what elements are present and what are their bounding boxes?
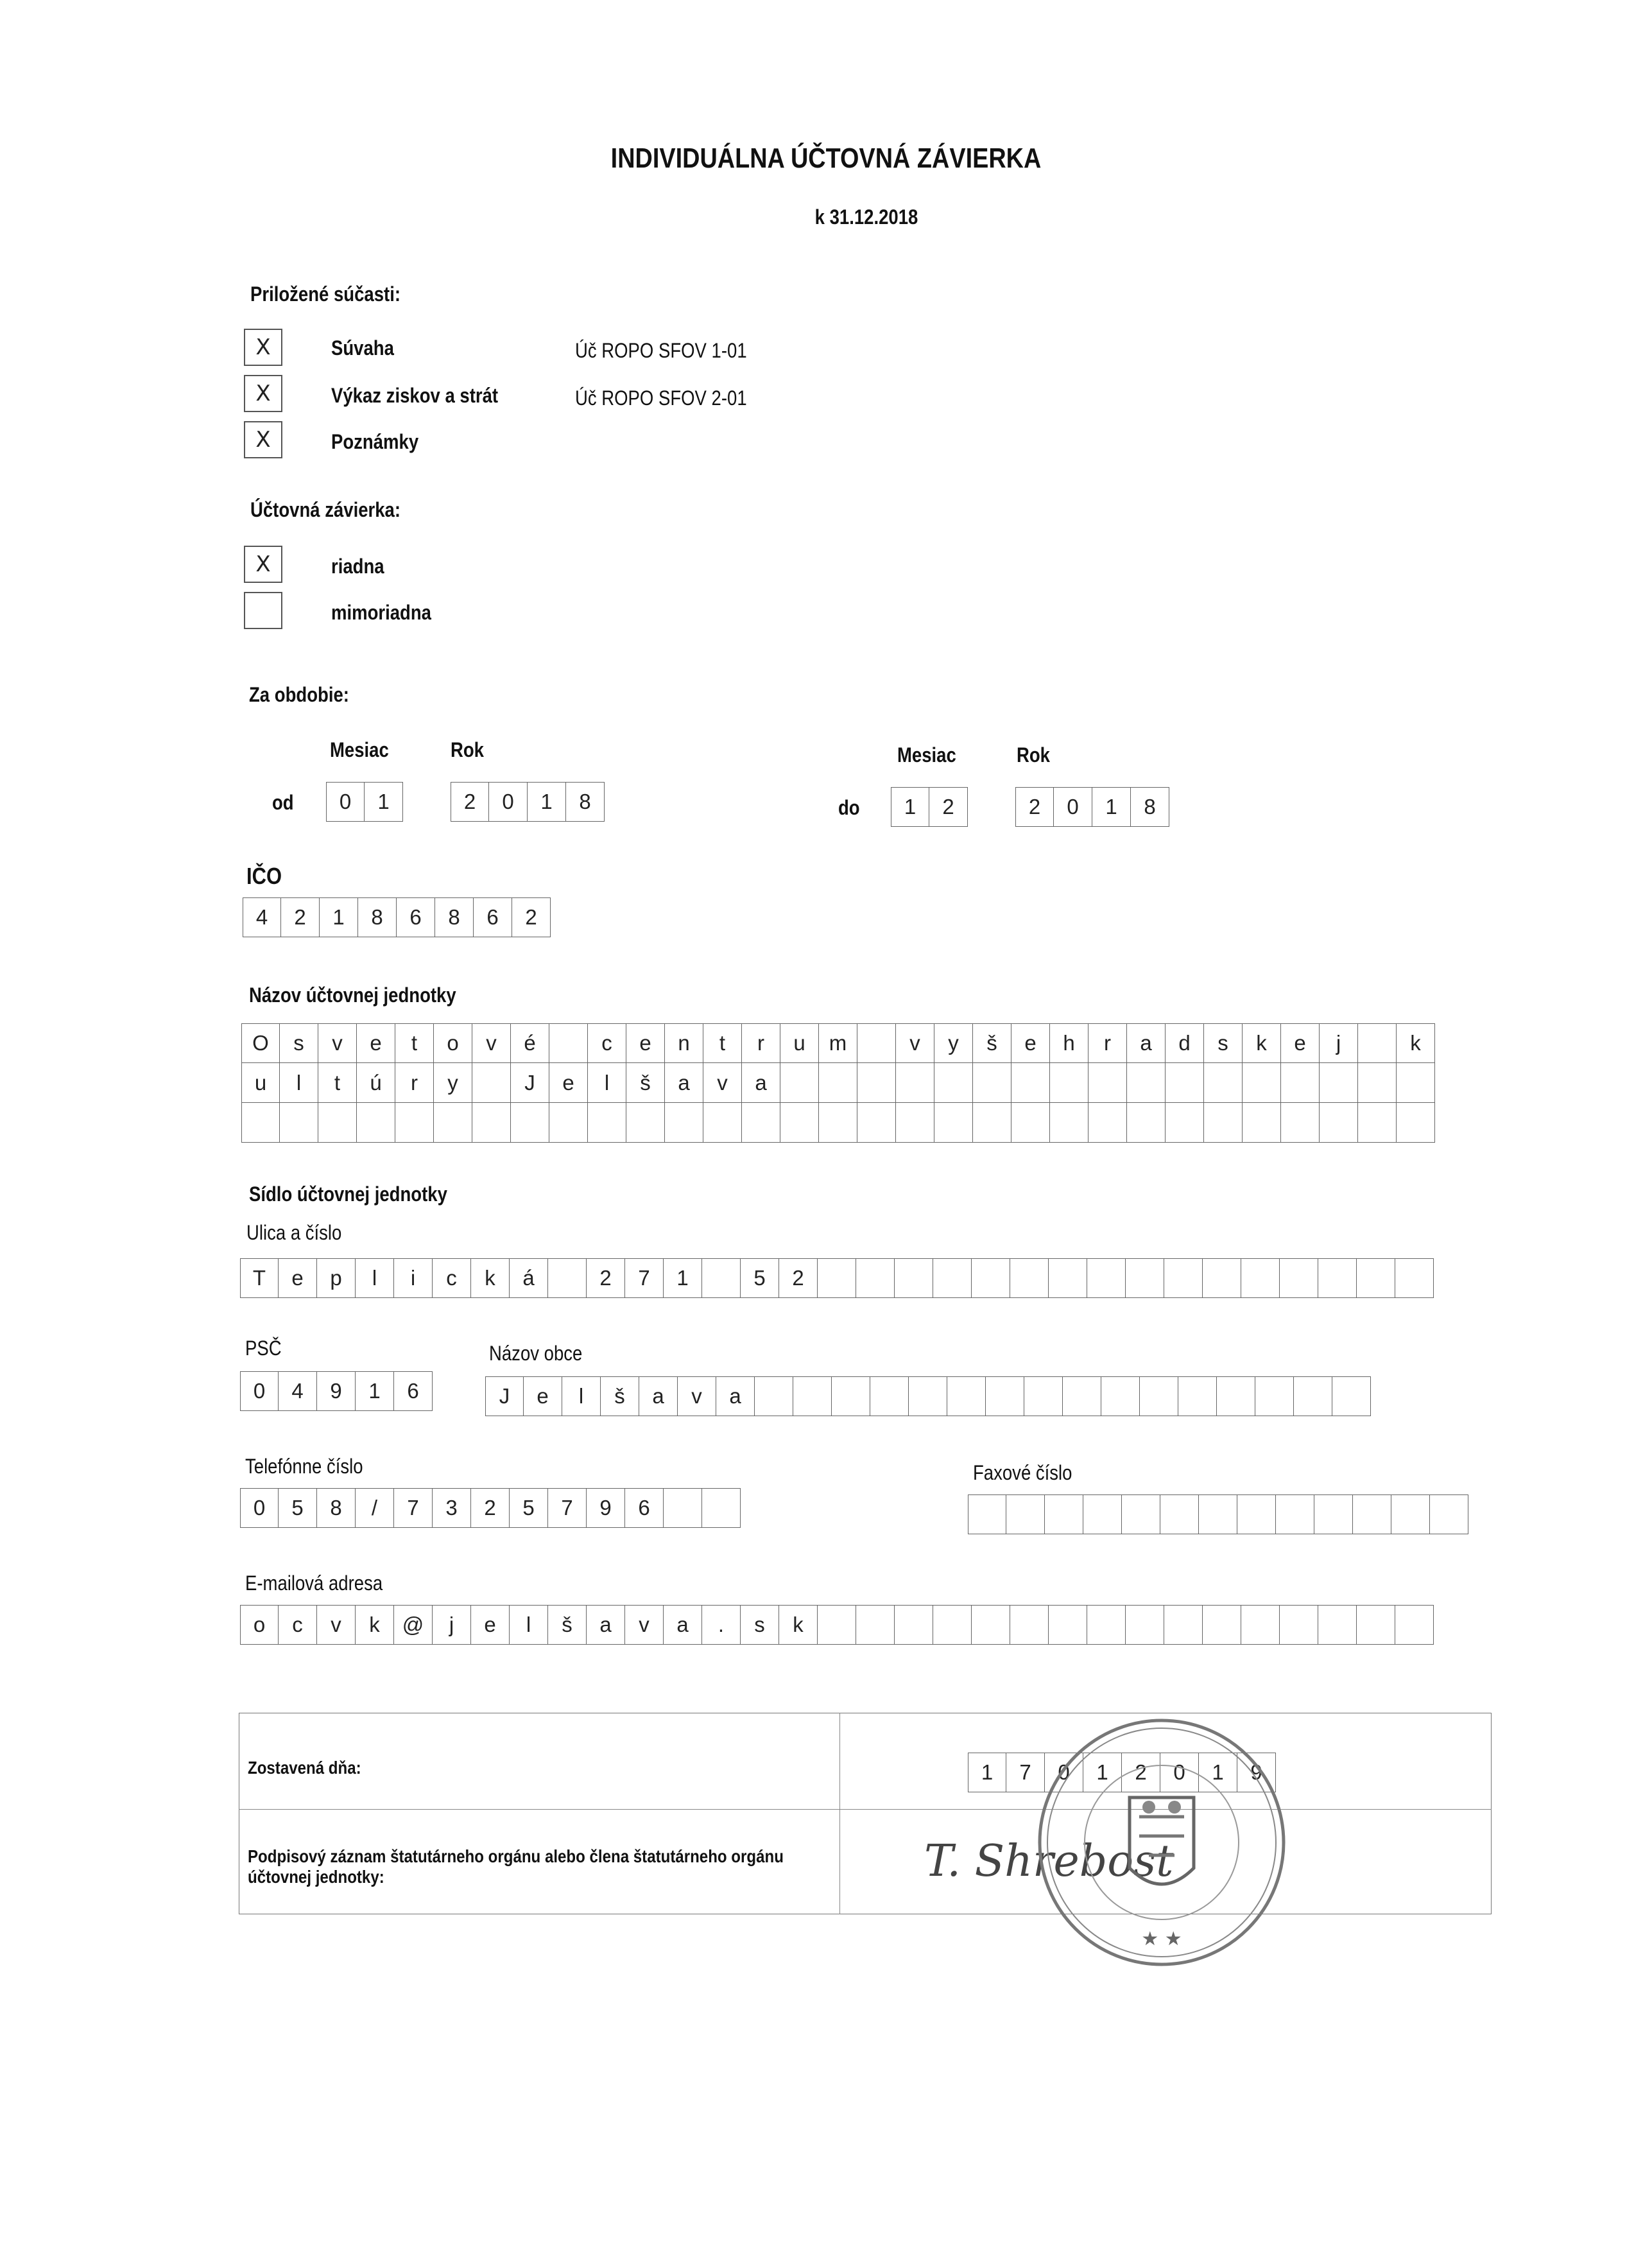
attachment-label-poznamky: Poznámky bbox=[331, 430, 419, 453]
unit-name-char bbox=[1358, 1063, 1397, 1103]
attachments-heading: Priložené súčasti: bbox=[250, 282, 401, 306]
street-field[interactable] bbox=[240, 1258, 1434, 1298]
compiled-date-digit: 7 bbox=[1006, 1753, 1045, 1792]
statement-type-heading: Účtovná závierka: bbox=[250, 498, 401, 521]
email-char bbox=[1357, 1605, 1395, 1645]
fax-digit bbox=[1237, 1494, 1276, 1534]
compiled-date-digit: 0 bbox=[1160, 1753, 1199, 1792]
psc-label: PSČ bbox=[245, 1337, 282, 1360]
unit-name-char: h bbox=[1050, 1023, 1088, 1063]
email-char bbox=[1280, 1605, 1318, 1645]
city-char bbox=[832, 1376, 870, 1416]
psc-digit: 9 bbox=[317, 1371, 356, 1411]
from-label: od bbox=[272, 791, 294, 814]
email-char bbox=[933, 1605, 972, 1645]
unit-name-char bbox=[1204, 1063, 1243, 1103]
phone-digit: 9 bbox=[587, 1488, 625, 1528]
fax-digit bbox=[1006, 1494, 1045, 1534]
city-char bbox=[1140, 1376, 1178, 1416]
compiled-label: Zostavená dňa: bbox=[248, 1758, 361, 1778]
fax-digit bbox=[1391, 1494, 1430, 1534]
street-char bbox=[1049, 1258, 1087, 1298]
signature-record-label: Podpisový záznam štatutárneho orgánu alebo člena štatutárneho orgánu účtovnej jednotky: bbox=[248, 1846, 784, 1887]
compiled-date-digit: 1 bbox=[1083, 1753, 1122, 1792]
street-char: 1 bbox=[664, 1258, 702, 1298]
street-char: e bbox=[279, 1258, 317, 1298]
to-month-digit: 2 bbox=[929, 787, 968, 827]
unit-name-char: e bbox=[357, 1023, 395, 1063]
unit-name-char: O bbox=[241, 1023, 280, 1063]
to-year-field[interactable] bbox=[1015, 787, 1169, 827]
unit-name-char bbox=[934, 1063, 973, 1103]
unit-name-char: l bbox=[280, 1063, 318, 1103]
phone-digit: 0 bbox=[240, 1488, 279, 1528]
phone-field[interactable] bbox=[240, 1488, 741, 1528]
to-year-digit: 8 bbox=[1131, 787, 1169, 827]
from-month-label: Mesiac bbox=[330, 738, 389, 761]
from-month-digit: 1 bbox=[365, 782, 403, 822]
from-month-digit: 0 bbox=[326, 782, 365, 822]
unit-name-char bbox=[511, 1103, 549, 1143]
street-char: l bbox=[356, 1258, 394, 1298]
unit-name-label: Názov účtovnej jednotky bbox=[249, 983, 456, 1007]
unit-name-char bbox=[780, 1063, 819, 1103]
street-char: c bbox=[433, 1258, 471, 1298]
unit-name-char bbox=[241, 1103, 280, 1143]
attachment-label-suvaha: Súvaha bbox=[331, 336, 394, 359]
street-char bbox=[1164, 1258, 1203, 1298]
signature-table-divider bbox=[839, 1713, 840, 1914]
ico-digit: 6 bbox=[397, 897, 435, 937]
city-char bbox=[793, 1376, 832, 1416]
unit-name-char bbox=[1127, 1063, 1166, 1103]
unit-name-char: v bbox=[703, 1063, 742, 1103]
city-char bbox=[1063, 1376, 1101, 1416]
unit-name-char: š bbox=[973, 1023, 1011, 1063]
statement-label-mimoriadna: mimoriadna bbox=[331, 601, 431, 624]
unit-name-char bbox=[1050, 1063, 1088, 1103]
psc-field[interactable] bbox=[240, 1371, 433, 1411]
unit-name-char bbox=[1281, 1103, 1320, 1143]
street-char: 2 bbox=[587, 1258, 625, 1298]
fax-digit bbox=[1430, 1494, 1468, 1534]
email-char: š bbox=[548, 1605, 587, 1645]
city-char bbox=[1332, 1376, 1371, 1416]
street-char: k bbox=[471, 1258, 510, 1298]
street-char bbox=[1318, 1258, 1357, 1298]
fax-digit bbox=[1353, 1494, 1391, 1534]
street-char bbox=[818, 1258, 856, 1298]
fax-digit bbox=[1122, 1494, 1160, 1534]
attachment-code-vykaz: Úč ROPO SFOV 2-01 bbox=[575, 386, 747, 410]
email-char: k bbox=[356, 1605, 394, 1645]
fax-digit bbox=[1199, 1494, 1237, 1534]
fax-digit bbox=[1276, 1494, 1314, 1534]
street-char bbox=[895, 1258, 933, 1298]
email-char: v bbox=[317, 1605, 356, 1645]
city-char: l bbox=[562, 1376, 601, 1416]
email-char bbox=[1049, 1605, 1087, 1645]
unit-name-char bbox=[1320, 1103, 1358, 1143]
phone-digit: 5 bbox=[279, 1488, 317, 1528]
unit-name-char bbox=[1320, 1063, 1358, 1103]
compiled-date-digit: 0 bbox=[1045, 1753, 1083, 1792]
street-char: á bbox=[510, 1258, 548, 1298]
unit-name-char: t bbox=[703, 1023, 742, 1063]
email-char: . bbox=[702, 1605, 741, 1645]
from-year-digit: 0 bbox=[489, 782, 528, 822]
city-char bbox=[870, 1376, 909, 1416]
unit-name-char bbox=[357, 1103, 395, 1143]
psc-digit: 0 bbox=[240, 1371, 279, 1411]
city-char bbox=[1178, 1376, 1217, 1416]
checkbox-poznamky[interactable]: X bbox=[244, 421, 282, 458]
unit-name-char bbox=[1397, 1063, 1435, 1103]
unit-name-row bbox=[241, 1023, 1435, 1063]
from-year-field[interactable] bbox=[451, 782, 605, 822]
street-char bbox=[1126, 1258, 1164, 1298]
email-field[interactable] bbox=[240, 1605, 1434, 1645]
street-char bbox=[856, 1258, 895, 1298]
unit-name-char: c bbox=[588, 1023, 626, 1063]
city-char bbox=[1255, 1376, 1294, 1416]
street-char: p bbox=[317, 1258, 356, 1298]
unit-name-char: v bbox=[472, 1023, 511, 1063]
email-char: c bbox=[279, 1605, 317, 1645]
attachment-label-vykaz: Výkaz ziskov a strát bbox=[331, 384, 499, 407]
unit-name-char: d bbox=[1166, 1023, 1204, 1063]
email-char bbox=[1203, 1605, 1241, 1645]
city-char: J bbox=[485, 1376, 524, 1416]
checkbox-suvaha[interactable]: X bbox=[244, 329, 282, 366]
unit-name-char: a bbox=[665, 1063, 703, 1103]
city-label: Názov obce bbox=[489, 1342, 583, 1365]
city-char bbox=[1024, 1376, 1063, 1416]
street-char bbox=[1203, 1258, 1241, 1298]
unit-name-char bbox=[1166, 1103, 1204, 1143]
city-char bbox=[755, 1376, 793, 1416]
email-char: a bbox=[664, 1605, 702, 1645]
email-char bbox=[818, 1605, 856, 1645]
email-char bbox=[1126, 1605, 1164, 1645]
street-char bbox=[972, 1258, 1010, 1298]
unit-name-char bbox=[1358, 1023, 1397, 1063]
street-char bbox=[1241, 1258, 1280, 1298]
street-label: Ulica a číslo bbox=[246, 1221, 342, 1244]
street-char bbox=[702, 1258, 741, 1298]
email-char bbox=[1087, 1605, 1126, 1645]
ico-digit: 6 bbox=[474, 897, 512, 937]
unit-name-char: r bbox=[395, 1063, 434, 1103]
email-char bbox=[895, 1605, 933, 1645]
fax-field[interactable] bbox=[968, 1494, 1468, 1534]
email-char: k bbox=[779, 1605, 818, 1645]
unit-name-char bbox=[472, 1063, 511, 1103]
unit-name-char: e bbox=[626, 1023, 665, 1063]
psc-digit: 1 bbox=[356, 1371, 394, 1411]
street-char bbox=[1010, 1258, 1049, 1298]
street-char bbox=[1395, 1258, 1434, 1298]
unit-name-char: u bbox=[780, 1023, 819, 1063]
svg-text:★ ★: ★ ★ bbox=[1141, 1928, 1182, 1950]
unit-name-char bbox=[857, 1103, 896, 1143]
unit-name-char bbox=[280, 1103, 318, 1143]
period-heading: Za obdobie: bbox=[249, 683, 349, 706]
unit-name-char bbox=[1243, 1063, 1281, 1103]
city-char: e bbox=[524, 1376, 562, 1416]
psc-digit: 4 bbox=[279, 1371, 317, 1411]
unit-name-char bbox=[1358, 1103, 1397, 1143]
unit-name-char: r bbox=[1088, 1023, 1127, 1063]
email-char bbox=[972, 1605, 1010, 1645]
email-char bbox=[1395, 1605, 1434, 1645]
street-char: 7 bbox=[625, 1258, 664, 1298]
street-char: 2 bbox=[779, 1258, 818, 1298]
ico-digit: 2 bbox=[512, 897, 551, 937]
fax-digit bbox=[1083, 1494, 1122, 1534]
unit-name-char bbox=[857, 1063, 896, 1103]
from-year-digit: 8 bbox=[566, 782, 605, 822]
unit-name-char bbox=[549, 1023, 588, 1063]
city-char: a bbox=[639, 1376, 678, 1416]
official-stamp-icon bbox=[1027, 1708, 1296, 1977]
unit-name-char bbox=[1011, 1103, 1050, 1143]
compiled-date-digit: 1 bbox=[1199, 1753, 1237, 1792]
unit-name-char bbox=[1243, 1103, 1281, 1143]
phone-digit: 8 bbox=[317, 1488, 356, 1528]
unit-name-char bbox=[472, 1103, 511, 1143]
unit-name-char bbox=[819, 1063, 857, 1103]
unit-name-char: k bbox=[1243, 1023, 1281, 1063]
email-char: e bbox=[471, 1605, 510, 1645]
document-title: INDIVIDUÁLNA ÚČTOVNÁ ZÁVIERKA bbox=[610, 143, 1042, 174]
email-char bbox=[1010, 1605, 1049, 1645]
street-char bbox=[1087, 1258, 1126, 1298]
city-char bbox=[947, 1376, 986, 1416]
city-char bbox=[986, 1376, 1024, 1416]
unit-name-char bbox=[857, 1023, 896, 1063]
from-year-label: Rok bbox=[451, 738, 484, 761]
phone-digit: 7 bbox=[394, 1488, 433, 1528]
phone-digit: 6 bbox=[625, 1488, 664, 1528]
ico-digit: 1 bbox=[320, 897, 358, 937]
phone-digit: 5 bbox=[510, 1488, 548, 1528]
street-char bbox=[933, 1258, 972, 1298]
compiled-date-digit: 2 bbox=[1122, 1753, 1160, 1792]
unit-name-char bbox=[626, 1103, 665, 1143]
email-char: @ bbox=[394, 1605, 433, 1645]
email-char: a bbox=[587, 1605, 625, 1645]
unit-name-char bbox=[896, 1063, 934, 1103]
unit-name-row bbox=[241, 1063, 1435, 1103]
to-month-field[interactable] bbox=[891, 787, 968, 827]
email-char: j bbox=[433, 1605, 471, 1645]
unit-name-row bbox=[241, 1103, 1435, 1143]
checkbox-riadna[interactable]: X bbox=[244, 546, 282, 583]
unit-name-char bbox=[1088, 1103, 1127, 1143]
unit-name-char bbox=[780, 1103, 819, 1143]
unit-name-char: t bbox=[395, 1023, 434, 1063]
from-month-field[interactable] bbox=[326, 782, 403, 822]
unit-name-char: r bbox=[742, 1023, 780, 1063]
unit-name-char: v bbox=[318, 1023, 357, 1063]
unit-name-char: a bbox=[1127, 1023, 1166, 1063]
to-year-digit: 1 bbox=[1092, 787, 1131, 827]
email-char: s bbox=[741, 1605, 779, 1645]
unit-name-char: m bbox=[819, 1023, 857, 1063]
street-char: T bbox=[240, 1258, 279, 1298]
unit-name-char bbox=[318, 1103, 357, 1143]
email-label: E-mailová adresa bbox=[245, 1572, 383, 1595]
ico-digit: 2 bbox=[281, 897, 320, 937]
unit-name-char: ú bbox=[357, 1063, 395, 1103]
unit-name-char: s bbox=[280, 1023, 318, 1063]
city-char bbox=[1217, 1376, 1255, 1416]
unit-name-char bbox=[934, 1103, 973, 1143]
phone-digit bbox=[702, 1488, 741, 1528]
ico-digit: 8 bbox=[358, 897, 397, 937]
unit-name-char: e bbox=[1281, 1023, 1320, 1063]
street-char: 5 bbox=[741, 1258, 779, 1298]
seat-label: Sídlo účtovnej jednotky bbox=[249, 1182, 447, 1206]
phone-digit: 2 bbox=[471, 1488, 510, 1528]
city-char: a bbox=[716, 1376, 755, 1416]
email-char bbox=[1241, 1605, 1280, 1645]
unit-name-char: k bbox=[1397, 1023, 1435, 1063]
checkbox-mimoriadna[interactable] bbox=[244, 592, 282, 629]
fax-digit bbox=[1045, 1494, 1083, 1534]
unit-name-char: v bbox=[896, 1023, 934, 1063]
unit-name-char: n bbox=[665, 1023, 703, 1063]
unit-name-char: y bbox=[434, 1063, 472, 1103]
unit-name-char: s bbox=[1204, 1023, 1243, 1063]
ico-field[interactable] bbox=[243, 897, 551, 937]
statement-label-riadna: riadna bbox=[331, 555, 384, 578]
unit-name-char bbox=[1281, 1063, 1320, 1103]
email-char: o bbox=[240, 1605, 279, 1645]
unit-name-char bbox=[1204, 1103, 1243, 1143]
compiled-date-digit: 9 bbox=[1237, 1753, 1276, 1792]
checkbox-vykaz[interactable]: X bbox=[244, 375, 282, 412]
city-char bbox=[909, 1376, 947, 1416]
compiled-date-digit: 1 bbox=[968, 1753, 1006, 1792]
to-label: do bbox=[838, 796, 860, 819]
street-char bbox=[548, 1258, 587, 1298]
ico-digit: 8 bbox=[435, 897, 474, 937]
unit-name-char bbox=[742, 1103, 780, 1143]
ico-label: IČO bbox=[246, 863, 282, 889]
unit-name-char: j bbox=[1320, 1023, 1358, 1063]
unit-name-char bbox=[549, 1103, 588, 1143]
unit-name-char bbox=[819, 1103, 857, 1143]
attachment-code-suvaha: Úč ROPO SFOV 1-01 bbox=[575, 339, 747, 362]
handwritten-signature: T. Shrebost bbox=[924, 1836, 1174, 1887]
phone-digit: 7 bbox=[548, 1488, 587, 1528]
unit-name-char bbox=[703, 1103, 742, 1143]
unit-name-char bbox=[1011, 1063, 1050, 1103]
unit-name-char: š bbox=[626, 1063, 665, 1103]
unit-name-char bbox=[896, 1103, 934, 1143]
unit-name-char: e bbox=[549, 1063, 588, 1103]
signature-table-divider bbox=[239, 1809, 1492, 1810]
to-year-digit: 0 bbox=[1054, 787, 1092, 827]
unit-name-char: y bbox=[934, 1023, 973, 1063]
unit-name-char bbox=[434, 1103, 472, 1143]
city-char: š bbox=[601, 1376, 639, 1416]
from-year-digit: 2 bbox=[451, 782, 489, 822]
psc-digit: 6 bbox=[394, 1371, 433, 1411]
to-year-digit: 2 bbox=[1015, 787, 1054, 827]
city-field[interactable] bbox=[485, 1376, 1371, 1416]
email-char bbox=[1164, 1605, 1203, 1645]
document-date: k 31.12.2018 bbox=[814, 205, 918, 229]
unit-name-char bbox=[588, 1103, 626, 1143]
email-char: v bbox=[625, 1605, 664, 1645]
unit-name-char bbox=[1166, 1063, 1204, 1103]
unit-name-char: e bbox=[1011, 1023, 1050, 1063]
city-char: v bbox=[678, 1376, 716, 1416]
unit-name-field[interactable] bbox=[241, 1023, 1435, 1143]
unit-name-char bbox=[1050, 1103, 1088, 1143]
phone-label: Telefónne číslo bbox=[245, 1455, 363, 1478]
phone-digit: / bbox=[356, 1488, 394, 1528]
fax-digit bbox=[1314, 1494, 1353, 1534]
unit-name-char bbox=[1088, 1063, 1127, 1103]
street-char bbox=[1280, 1258, 1318, 1298]
from-year-digit: 1 bbox=[528, 782, 566, 822]
email-char bbox=[1318, 1605, 1357, 1645]
to-month-label: Mesiac bbox=[897, 743, 956, 767]
unit-name-char bbox=[1127, 1103, 1166, 1143]
fax-label: Faxové číslo bbox=[973, 1461, 1072, 1484]
unit-name-char bbox=[1397, 1103, 1435, 1143]
unit-name-char bbox=[973, 1063, 1011, 1103]
phone-digit: 3 bbox=[433, 1488, 471, 1528]
unit-name-char: u bbox=[241, 1063, 280, 1103]
city-char bbox=[1294, 1376, 1332, 1416]
to-year-label: Rok bbox=[1017, 743, 1050, 767]
unit-name-char bbox=[665, 1103, 703, 1143]
street-char: i bbox=[394, 1258, 433, 1298]
unit-name-char: J bbox=[511, 1063, 549, 1103]
to-month-digit: 1 bbox=[891, 787, 929, 827]
fax-digit bbox=[968, 1494, 1006, 1534]
city-char bbox=[1101, 1376, 1140, 1416]
unit-name-char: l bbox=[588, 1063, 626, 1103]
unit-name-char: t bbox=[318, 1063, 357, 1103]
email-char bbox=[856, 1605, 895, 1645]
email-char: l bbox=[510, 1605, 548, 1645]
unit-name-char: o bbox=[434, 1023, 472, 1063]
fax-digit bbox=[1160, 1494, 1199, 1534]
phone-digit bbox=[664, 1488, 702, 1528]
unit-name-char: a bbox=[742, 1063, 780, 1103]
unit-name-char bbox=[973, 1103, 1011, 1143]
unit-name-char: é bbox=[511, 1023, 549, 1063]
ico-digit: 4 bbox=[243, 897, 281, 937]
unit-name-char bbox=[395, 1103, 434, 1143]
street-char bbox=[1357, 1258, 1395, 1298]
